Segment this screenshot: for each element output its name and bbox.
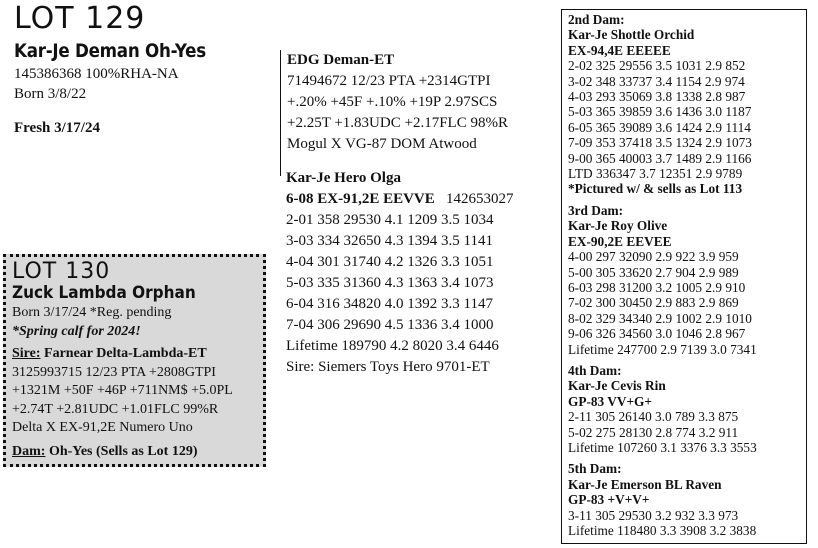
lot129-born: Born 3/8/22 (14, 86, 87, 102)
sire-block (280, 50, 508, 176)
dam5-record: 3-11 305 29530 3.2 932 3.3 973 (568, 507, 739, 523)
dam2-record: 4-03 293 35069 3.8 1338 2.8 987 (568, 89, 746, 105)
dam4-record: 2-11 305 26140 3.0 789 3.3 875 (568, 409, 739, 425)
lot130-sire-detail: Delta X EX-91,2E Numero Uno (12, 420, 193, 435)
dam2-note: *Pictured w/ & sells as Lot 113 (568, 181, 743, 197)
lot129-id-line: 145386368 100%RHA-NA (14, 66, 179, 82)
dam3-record: 4-00 297 32090 2.9 922 3.9 959 (568, 249, 739, 265)
dam2-record: 6-05 365 39089 3.6 1424 2.9 1114 (568, 119, 751, 135)
sire-line: 71494672 12/23 PTA +2314GTPI (287, 73, 491, 89)
dam-record: 2-01 358 29530 4.1 1209 3.5 1034 (286, 212, 494, 228)
lot130-note: *Spring calf for 2024! (12, 323, 141, 339)
dam3-name: Kar-Je Roy Olive (568, 218, 668, 234)
lot129-animal-name: Kar-Je Deman Oh-Yes (14, 40, 206, 62)
dam4-name: Kar-Je Cevis Rin (568, 378, 666, 394)
lot129-title: LOT 129 (14, 1, 146, 36)
sire-line: Mogul X VG-87 DOM Atwood (287, 136, 477, 152)
lot129-fresh: Fresh 3/17/24 (14, 120, 100, 136)
dam-record: 4-04 301 31740 4.2 1326 3.3 1051 (286, 254, 494, 270)
dam-name: Kar-Je Hero Olga (286, 170, 401, 186)
dam2-record: 9-00 365 40003 3.7 1489 2.9 1166 (568, 150, 752, 166)
dam3-record: 6-03 298 31200 3.2 1005 2.9 910 (568, 279, 746, 295)
sire-line: +2.25T +1.83UDC +2.17FLC 98%R (287, 115, 508, 131)
dam-record: 7-04 306 29690 4.5 1336 3.4 1000 (286, 317, 494, 333)
pedigree-box (561, 9, 807, 544)
lot130-sire-line (12, 345, 257, 364)
lot130-box (3, 254, 266, 467)
dam3-class: EX-90,2E EEVEE (568, 233, 672, 249)
dam2-record: 3-02 348 33737 3.4 1154 2.9 974 (568, 73, 745, 89)
dam-sire: Sire: Siemers Toys Hero 9701-ET (286, 359, 490, 375)
dam3-record: 5-00 305 33620 2.7 904 2.9 989 (568, 264, 739, 280)
dam5-class: GP-83 +V+V+ (568, 492, 650, 508)
dam3-record: 7-02 300 30450 2.9 883 2.9 869 (568, 295, 739, 311)
dam2-record: 5-03 365 39859 3.6 1436 3.0 1187 (568, 104, 752, 120)
dam5-heading: 5th Dam: (568, 461, 622, 477)
lot130-animal-name: Zuck Lambda Orphan (12, 283, 196, 303)
dam4-class: GP-83 VV+G+ (568, 393, 652, 409)
dam2-class: EX-94,4E EEEEE (568, 42, 671, 58)
lot130-sire-label: Sire: (12, 346, 41, 361)
lot130-sire-name: Farnear Delta-Lambda-ET (40, 346, 207, 361)
dam5-lifetime: Lifetime 118480 3.3 3908 3.2 3838 (568, 523, 757, 538)
dam-classification: 6-08 EX-91,2E EEVVE (286, 191, 435, 207)
lot130-sire-detail: +1321M +50F +46P +711NM$ +5.0PL (12, 383, 233, 398)
lot130-sire-detail: +2.74T +2.81UDC +1.01FLC 99%R (12, 401, 219, 417)
dam4-heading: 4th Dam: (568, 362, 622, 378)
lot130-dam-text: Oh-Yes (Sells as Lot 129) (45, 443, 198, 459)
dam2-record: 2-02 325 29556 3.5 1031 2.9 852 (568, 58, 746, 74)
dam3-lifetime: Lifetime 247700 2.9 7139 3.0 7341 (568, 341, 757, 357)
dam2-record: 7-09 353 37418 3.5 1324 2.9 1073 (568, 135, 752, 151)
dam2-heading: 2nd Dam: (568, 12, 625, 27)
dam4-record: 5-02 275 28130 2.8 774 3.2 911 (568, 424, 739, 440)
dam3-record: 9-06 326 34560 3.0 1046 2.8 967 (568, 326, 746, 342)
dam-record: 3-03 334 32650 4.3 1394 3.5 1141 (286, 233, 493, 249)
lot130-born: Born 3/17/24 *Reg. pending (12, 305, 172, 320)
sire-name: EDG Deman-ET (287, 52, 395, 68)
lot130-sire-detail: 3125993715 12/23 PTA +2808GTPI (12, 364, 216, 380)
dam-lifetime: Lifetime 189790 4.2 8020 3.4 6446 (286, 338, 499, 354)
lot130-title: LOT 130 (12, 259, 111, 284)
dam3-record: 8-02 329 34340 2.9 1002 2.9 1010 (568, 310, 752, 326)
dam3-heading: 3rd Dam: (568, 202, 624, 218)
dam-registration: 142653027 (446, 191, 514, 207)
dam4-lifetime: Lifetime 107260 3.1 3376 3.3 3553 (568, 439, 757, 455)
dam2-ltd: LTD 336347 3.7 12351 2.9 9789 (568, 166, 743, 182)
dam-record: 6-04 316 34820 4.0 1392 3.3 1147 (286, 296, 493, 312)
dam-block (286, 168, 514, 378)
lot130-dam-line (12, 443, 257, 462)
dam-record: 5-03 335 31360 4.3 1363 3.4 1073 (286, 275, 494, 291)
sire-line: +.20% +45F +.10% +19P 2.97SCS (287, 94, 498, 110)
lot130-dam-label: Dam: (12, 443, 46, 459)
dam2-name: Kar-Je Shottle Orchid (568, 27, 695, 43)
dam-class-line (286, 189, 514, 210)
dam5-name: Kar-Je Emerson BL Raven (568, 476, 722, 492)
